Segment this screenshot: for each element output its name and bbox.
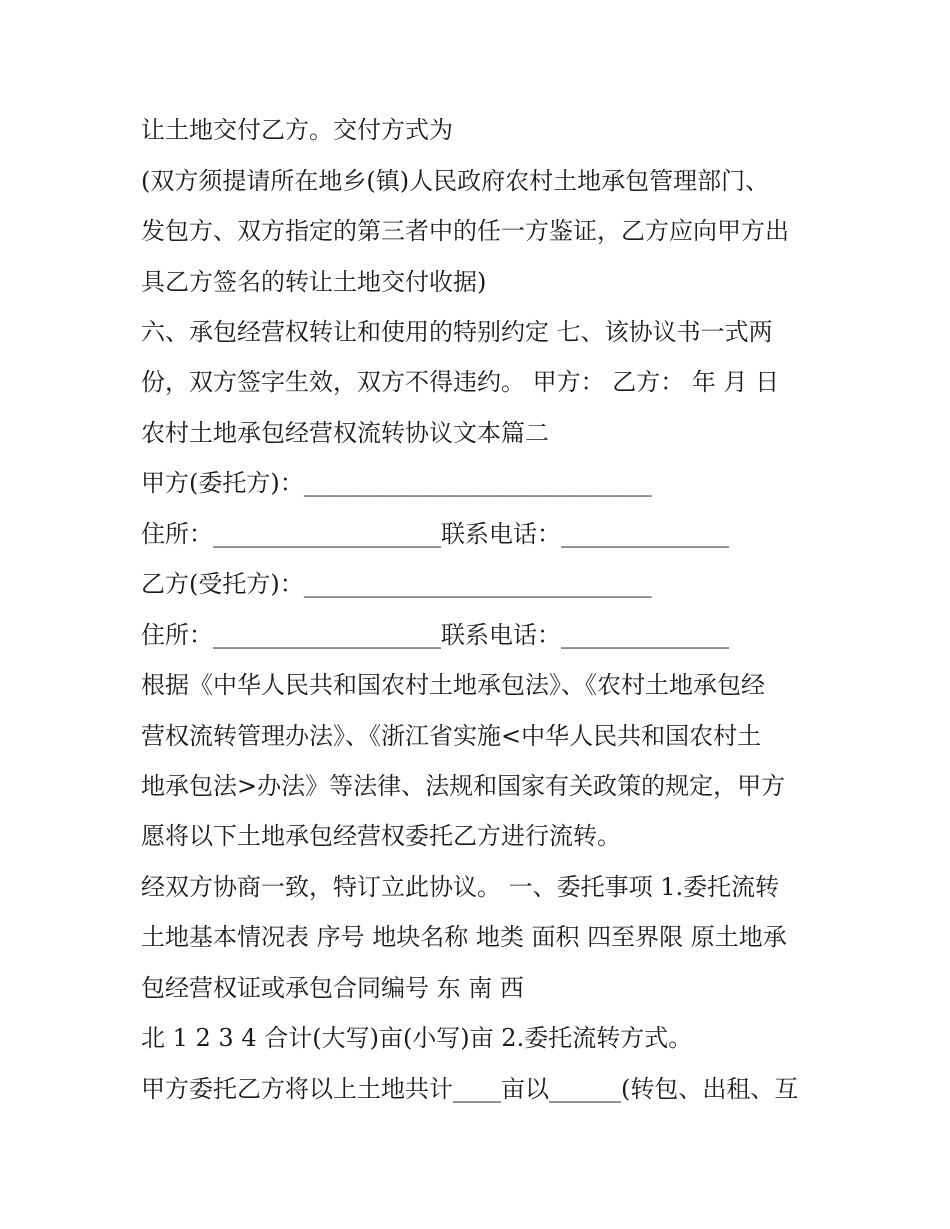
party-b-address-phone-field: 住所：___________________联系电话：______________ bbox=[141, 621, 729, 649]
text-line: 包经营权证或承包合同编号 东 南 西 bbox=[141, 974, 524, 1002]
text-line: 经双方协商一致，特订立此协议。 一、委托事项 1.委托流转 bbox=[141, 873, 780, 901]
text-line: 愿将以下土地承包经营权委托乙方进行流转。 bbox=[141, 822, 621, 850]
party-a-address-phone-field: 住所：___________________联系电话：______________ bbox=[141, 520, 729, 548]
text-line: 甲方委托乙方将以上土地共计____亩以______(转包、出租、互 bbox=[141, 1075, 799, 1103]
section-heading: 农村土地承包经营权流转协议文本篇二 bbox=[141, 419, 549, 447]
text-line: 份，双方签字生效，双方不得违约。 甲方： 乙方： 年 月 日 bbox=[141, 368, 780, 396]
text-line: 土地基本情况表 序号 地块名称 地类 面积 四至界限 原土地承 bbox=[141, 923, 787, 951]
party-b-field: 乙方(受托方)：_____________________________ bbox=[141, 570, 652, 598]
text-line: 根据《中华人民共和国农村土地承包法》、《农村土地承包经 bbox=[141, 671, 765, 699]
text-line: (双方须提请所在地乡(镇)人民政府农村土地承包管理部门、 bbox=[141, 167, 770, 195]
text-line: 地承包法>办法》等法律、法规和国家有关政策的规定，甲方 bbox=[141, 772, 786, 800]
party-a-field: 甲方(委托方)：_____________________________ bbox=[141, 469, 652, 497]
text-line: 北 1 2 3 4 合计(大写)亩(小写)亩 2.委托流转方式。 bbox=[141, 1024, 693, 1052]
text-line: 营权流转管理办法》、《浙江省实施<中华人民共和国农村土 bbox=[141, 722, 762, 750]
text-line: 让土地交付乙方。交付方式为 bbox=[141, 116, 453, 144]
text-line: 发包方、双方指定的第三者中的任一方鉴证，乙方应向甲方出 bbox=[141, 217, 789, 245]
text-line: 六、承包经营权转让和使用的特别约定 七、该协议书一式两 bbox=[141, 318, 773, 346]
text-line: 具乙方签名的转让土地交付收据) bbox=[141, 268, 487, 296]
